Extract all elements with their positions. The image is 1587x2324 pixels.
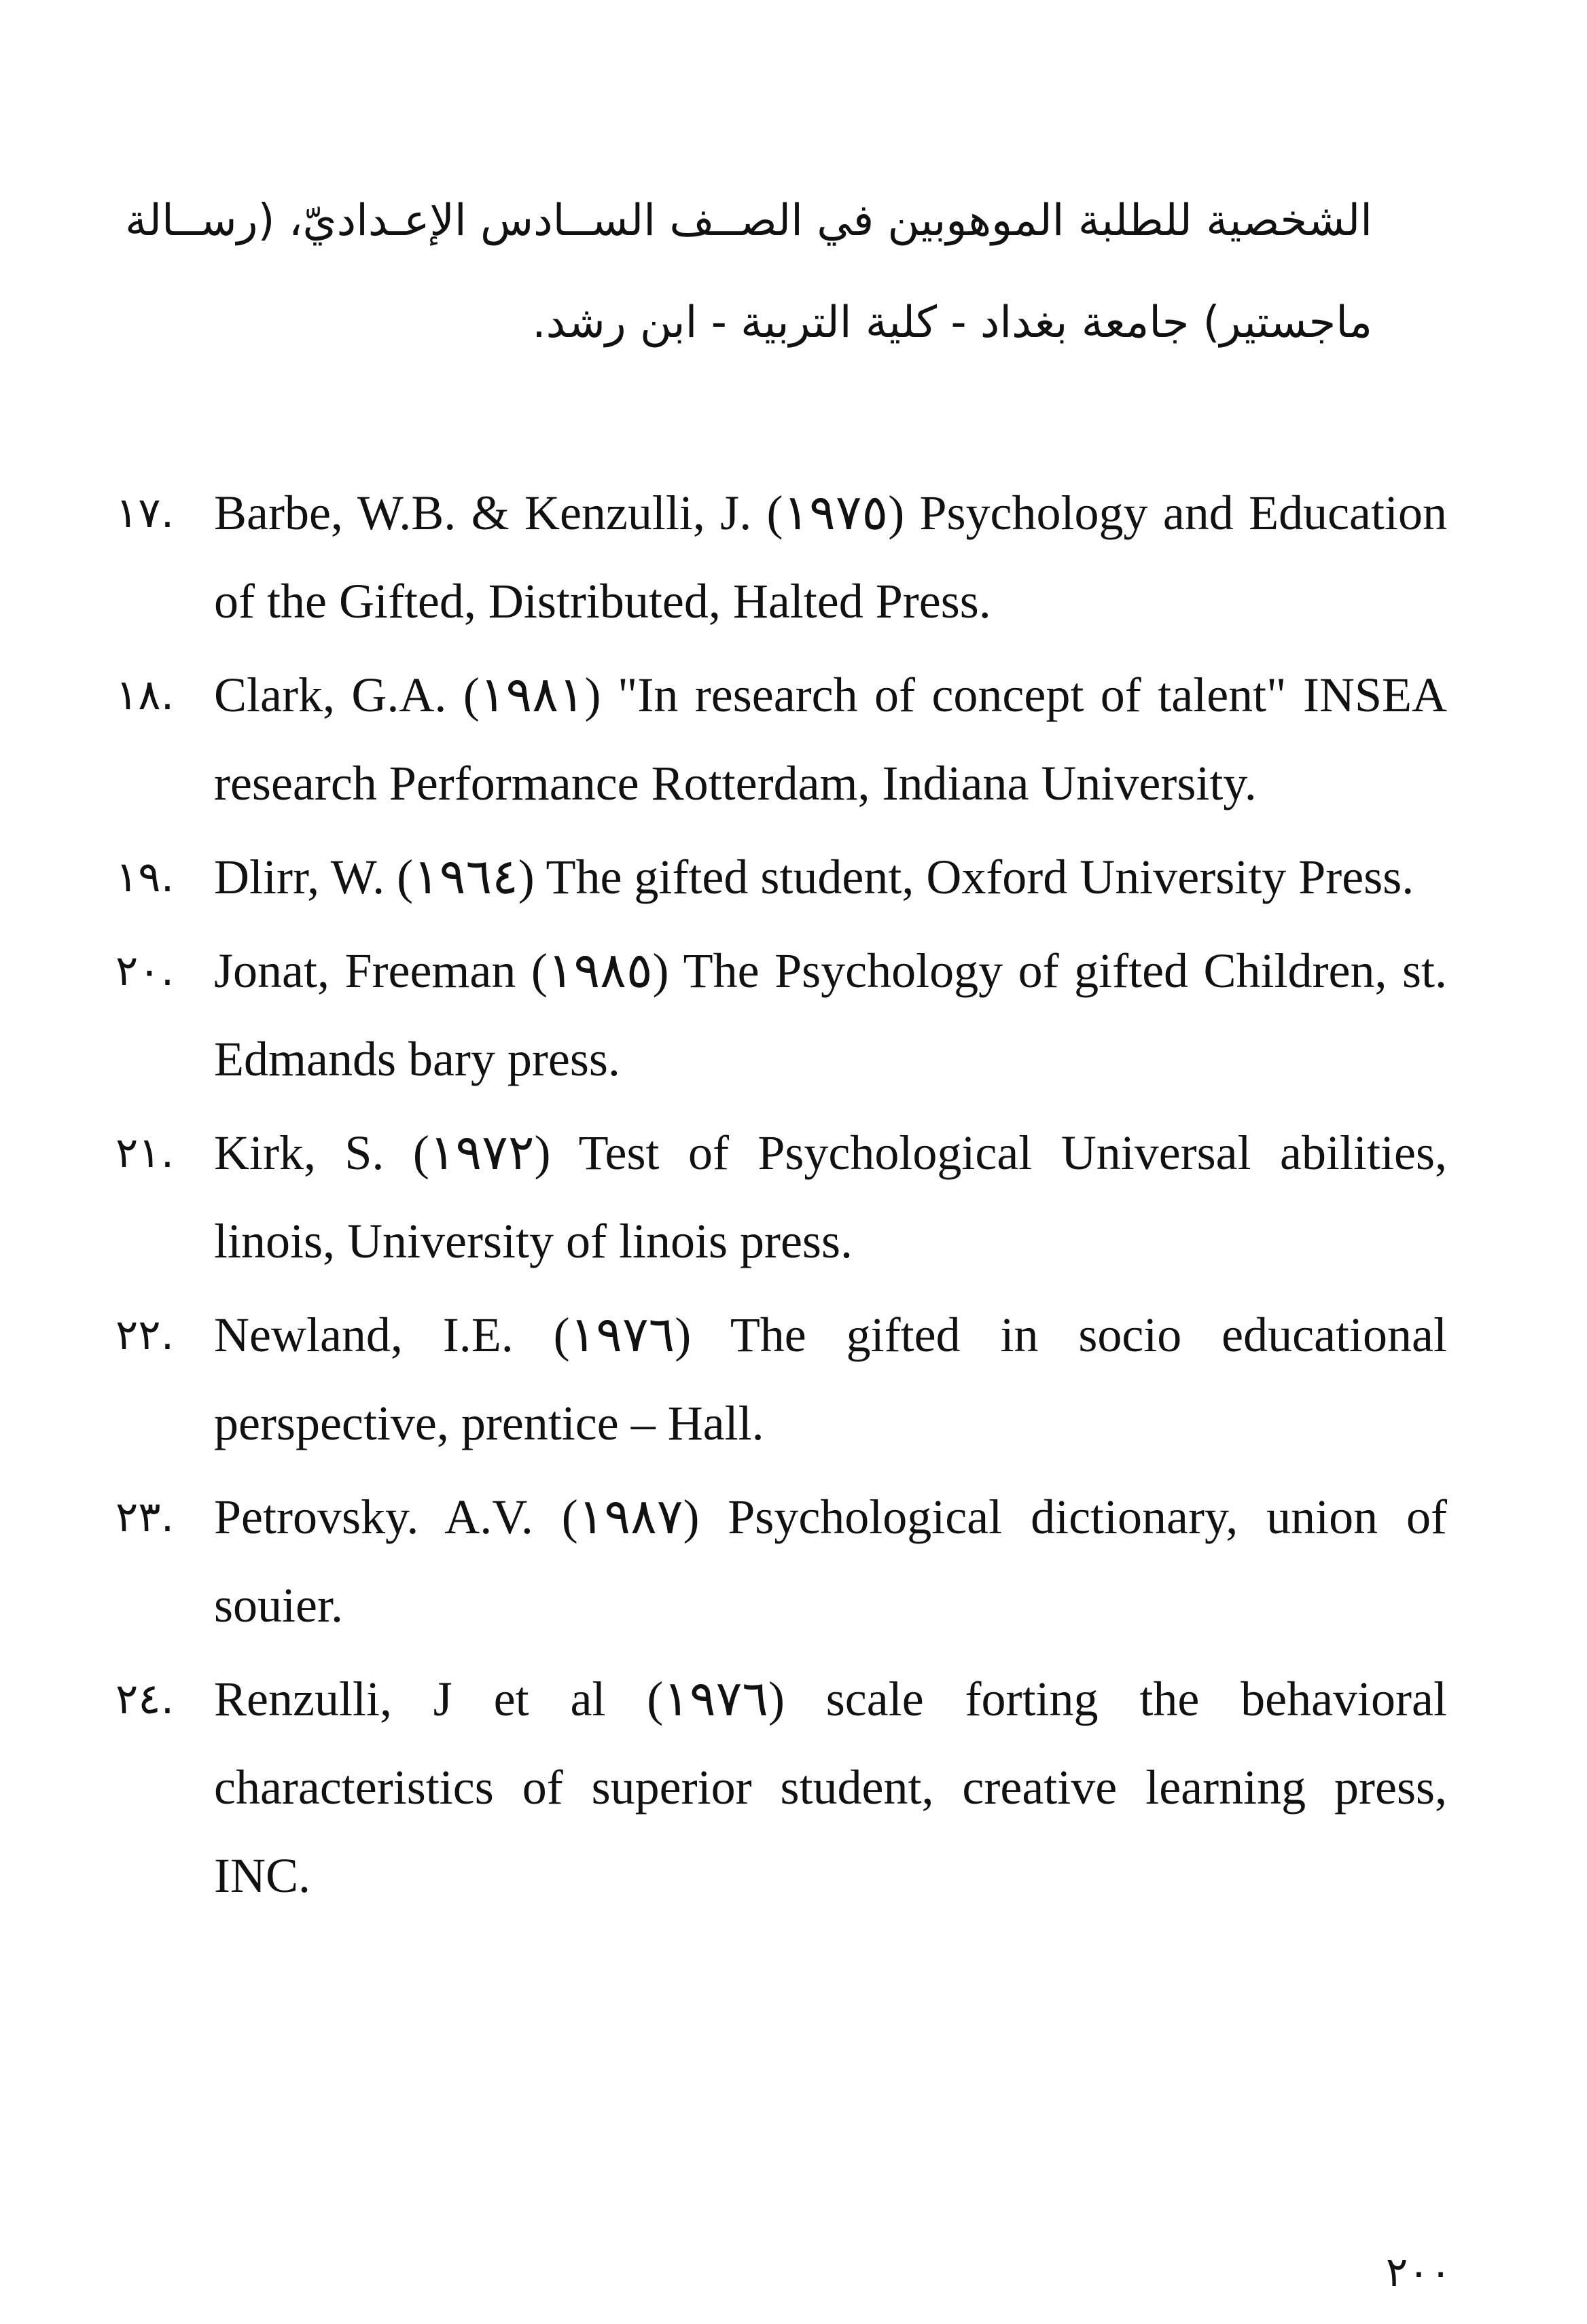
reference-text: Kirk, S. (١٩٧٢) Test of Psychological Universal abilities, linois, University of linois press. [214, 1126, 1447, 1268]
page-number: ٢٠٠ [1386, 2249, 1452, 2296]
reference-number: ١٨. [115, 670, 175, 719]
arabic-line-1: الشخصية للطلبة الموهوبين في الصــف الســادس الإعـداديّ، (رســالة [125, 196, 1372, 246]
reference-text: Clark, G.A. (١٩٨١) "In research of concept of talent" INSEA research Performance Rotterdam, Indiana University. [214, 668, 1447, 810]
reference-text: Renzulli, J et al (١٩٧٦) scale forting the behavioral characteristics of superior student, creative learning press, INC. [214, 1672, 1447, 1903]
references-list [115, 469, 1447, 1925]
reference-number: ٢١. [115, 1128, 175, 1177]
reference-number: ١٩. [115, 852, 175, 901]
reference-number: ٢٣. [115, 1492, 175, 1541]
reference-number: ٢٤. [115, 1674, 175, 1723]
reference-item [115, 927, 1447, 1103]
reference-text: Barbe, W.B. & Kenzulli, J. (١٩٧٥) Psychology and Education of the Gifted, Distributed, Halted Press. [214, 486, 1448, 628]
reference-item [115, 1473, 1447, 1649]
reference-item [115, 1109, 1447, 1285]
reference-item [115, 1291, 1447, 1467]
reference-text: Newland, I.E. (١٩٧٦) The gifted in socio educational perspective, prentice – Hall. [214, 1308, 1448, 1450]
arabic-line-2: ماجستير) جامعة بغداد - كلية التربية - ابن رشد. [532, 298, 1372, 348]
reference-number: ١٧. [115, 488, 175, 537]
reference-text: Dlirr, W. (١٩٦٤) The gifted student, Oxford University Press. [214, 850, 1414, 904]
reference-text: Jonat, Freeman (١٩٨٥) The Psychology of gifted Children, st. Edmands bary press. [214, 944, 1447, 1086]
arabic-reference-continuation [125, 170, 1372, 374]
reference-number: ٢٠. [115, 946, 175, 995]
reference-item [115, 833, 1447, 921]
reference-text: Petrovsky. A.V. (١٩٨٧) Psychological dictionary, union of souier. [214, 1490, 1447, 1632]
reference-item [115, 1655, 1447, 1920]
reference-item [115, 469, 1447, 645]
reference-item [115, 651, 1447, 827]
reference-number: ٢٢. [115, 1310, 175, 1359]
